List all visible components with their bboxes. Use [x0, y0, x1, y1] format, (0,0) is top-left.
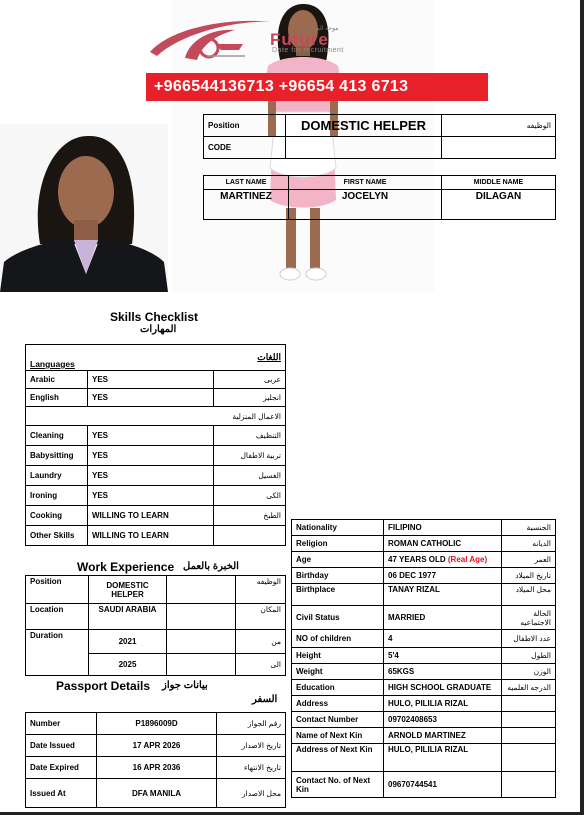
first-name-label: FIRST NAME	[289, 176, 442, 190]
work-position-label-ar: الوظيفه	[236, 576, 286, 604]
height-label: Height	[292, 648, 384, 664]
skill-row	[26, 426, 286, 446]
skill-row	[26, 389, 286, 407]
children-value: 4	[384, 630, 502, 648]
passport-row	[26, 735, 286, 757]
work-title-ar: الخبرة بالعمل	[183, 561, 239, 572]
kin-contact-label: Contact No. of Next Kin	[292, 772, 384, 798]
brand-name: Future	[270, 30, 329, 49]
skill-label: Ironing	[26, 486, 88, 506]
skill-row	[26, 486, 286, 506]
kin-address-value: HULO, PILILIA RIZAL	[384, 744, 502, 772]
personal-table	[291, 519, 556, 798]
kin-contact-value: 09670744541	[384, 772, 502, 798]
age-cell	[384, 552, 502, 568]
address-label: Address	[292, 696, 384, 712]
skill-row	[26, 526, 286, 546]
education-label-ar: الدرجه العلميه	[502, 680, 556, 696]
passport-value: 16 APR 2036	[97, 757, 217, 779]
religion-value: ROMAN CATHOLIC	[384, 536, 502, 552]
portrait-photo	[0, 124, 168, 292]
passport-label-ar: تاريخ الاصدار	[217, 735, 286, 757]
education-value: HIGH SCHOOL GRADUATE	[384, 680, 502, 696]
skill-row	[26, 506, 286, 526]
age-label: Age	[292, 552, 384, 568]
civil-status-value: MARRIED	[384, 606, 502, 630]
position-table	[203, 114, 556, 159]
passport-value: 17 APR 2026	[97, 735, 217, 757]
middle-name: DILAGAN	[442, 190, 556, 220]
passport-label-ar: رقم الجواز	[217, 713, 286, 735]
contact-value: 09702408653	[384, 712, 502, 728]
skill-label: Arabic	[26, 371, 88, 389]
children-label-ar: عدد الاطفال	[502, 630, 556, 648]
passport-row	[26, 757, 286, 779]
address-value: HULO, PILILIA RIZAL	[384, 696, 502, 712]
skill-label: Babysitting	[26, 446, 88, 466]
passport-table	[25, 712, 286, 808]
passport-label-ar: محل الاصدار	[217, 779, 286, 808]
contact-label: Contact Number	[292, 712, 384, 728]
work-to-label-ar: الى	[236, 654, 286, 676]
skills-title-ar: المهارات	[140, 324, 177, 335]
work-location-label-ar: المكان	[236, 604, 286, 630]
skill-value: YES	[88, 389, 214, 407]
skill-label-ar: تربية الاطفال	[214, 446, 286, 466]
brand-tagline: Date for recruitment	[272, 47, 344, 54]
age-value: 47 YEARS OLD	[388, 555, 446, 564]
passport-title-ar: بيانات جواز	[162, 680, 208, 691]
code-value	[286, 137, 442, 159]
passport-label: Number	[26, 713, 97, 735]
age-label-ar: العمر	[502, 552, 556, 568]
skill-value: YES	[88, 426, 214, 446]
work-table	[25, 575, 286, 676]
skill-label-ar: الكى	[214, 486, 286, 506]
work-duration-label: Duration	[26, 630, 89, 676]
passport-value: DFA MANILA	[97, 779, 217, 808]
skill-row	[26, 466, 286, 486]
skill-label-ar: الغسيل	[214, 466, 286, 486]
brand-arabic: موجه المستقبل	[300, 26, 339, 32]
position-label: Position	[204, 115, 286, 137]
languages-label-ar: اللغات	[214, 345, 286, 371]
work-from-value: 2021	[89, 630, 167, 654]
code-label: CODE	[204, 137, 286, 159]
weight-label-ar: الوزن	[502, 664, 556, 680]
civil-status-label-ar: الحالة الاجتماعيه	[502, 606, 556, 630]
skill-row	[26, 446, 286, 466]
position-label-ar: الوظيفه	[442, 115, 556, 137]
weight-label: Weight	[292, 664, 384, 680]
passport-label: Issued At	[26, 779, 97, 808]
birthday-label-ar: تاريخ الميلاد	[502, 568, 556, 584]
birthplace-value: TANAY RIZAL	[384, 584, 502, 606]
skill-label: Cooking	[26, 506, 88, 526]
skill-label: Cleaning	[26, 426, 88, 446]
nationality-label-ar: الجنسية	[502, 520, 556, 536]
work-location-value: SAUDI ARABIA	[89, 604, 167, 630]
religion-label: Religion	[292, 536, 384, 552]
height-value: 5'4	[384, 648, 502, 664]
nationality-label: Nationality	[292, 520, 384, 536]
last-name: MARTINEZ	[204, 190, 289, 220]
skill-value: YES	[88, 486, 214, 506]
last-name-label: LAST NAME	[204, 176, 289, 190]
phone-banner: +966544136713 +96654 413 6713	[146, 73, 488, 101]
height-label-ar: الطول	[502, 648, 556, 664]
passport-label: Date Issued	[26, 735, 97, 757]
page-border-right	[580, 0, 584, 815]
passport-title-ar2: السفر	[252, 694, 278, 705]
kin-address-label: Address of Next Kin	[292, 744, 384, 772]
children-label: NO of children	[292, 630, 384, 648]
skill-label-ar: عربى	[214, 371, 286, 389]
passport-label-ar: تاريخ الانتهاء	[217, 757, 286, 779]
passport-label: Date Expired	[26, 757, 97, 779]
passport-value: P1896009D	[97, 713, 217, 735]
skill-value: YES	[88, 466, 214, 486]
skill-label: Laundry	[26, 466, 88, 486]
skills-title: Skills Checklist	[110, 310, 199, 324]
skill-label-ar: التنظيف	[214, 426, 286, 446]
work-to-value: 2025	[89, 654, 167, 676]
passport-title: Passport Details	[56, 679, 151, 693]
company-logo	[145, 14, 385, 62]
kin-name-label: Name of Next Kin	[292, 728, 384, 744]
weight-value: 65KGS	[384, 664, 502, 680]
education-label: Education	[292, 680, 384, 696]
household-label-ar: الاعمال المنزلية	[26, 407, 286, 426]
skill-value: WILLING TO LEARN	[88, 526, 214, 546]
first-name: JOCELYN	[289, 190, 442, 220]
passport-row	[26, 779, 286, 808]
work-title: Work Experience	[77, 560, 175, 574]
middle-name-label: MIDDLE NAME	[442, 176, 556, 190]
skill-row	[26, 371, 286, 389]
kin-name-value: ARNOLD MARTINEZ	[384, 728, 502, 744]
birthday-value: 06 DEC 1977	[384, 568, 502, 584]
birthplace-label-ar: محل الميلاد	[502, 584, 556, 606]
skill-label-ar	[214, 526, 286, 546]
name-table	[203, 175, 556, 220]
passport-row	[26, 713, 286, 735]
religion-label-ar: الديانه	[502, 536, 556, 552]
birthplace-label: Birthplace	[292, 584, 384, 606]
work-position-value: DOMESTIC HELPER	[89, 576, 167, 604]
position-value: DOMESTIC HELPER	[286, 115, 442, 137]
work-location-label: Location	[26, 604, 89, 630]
work-from-label-ar: من	[236, 630, 286, 654]
skill-value: YES	[88, 446, 214, 466]
skill-label-ar: الطبخ	[214, 506, 286, 526]
work-position-label: Position	[26, 576, 89, 604]
birthday-label: Birthday	[292, 568, 384, 584]
civil-status-label: Civil Status	[292, 606, 384, 630]
age-note: (Real Age)	[447, 555, 488, 564]
skill-label: Other Skills	[26, 526, 88, 546]
languages-label: Languages	[26, 345, 214, 371]
skill-label: English	[26, 389, 88, 407]
skill-value: WILLING TO LEARN	[88, 506, 214, 526]
skill-label-ar: انجليز	[214, 389, 286, 407]
nationality-value: FILIPINO	[384, 520, 502, 536]
skill-value: YES	[88, 371, 214, 389]
skills-table	[25, 344, 286, 546]
